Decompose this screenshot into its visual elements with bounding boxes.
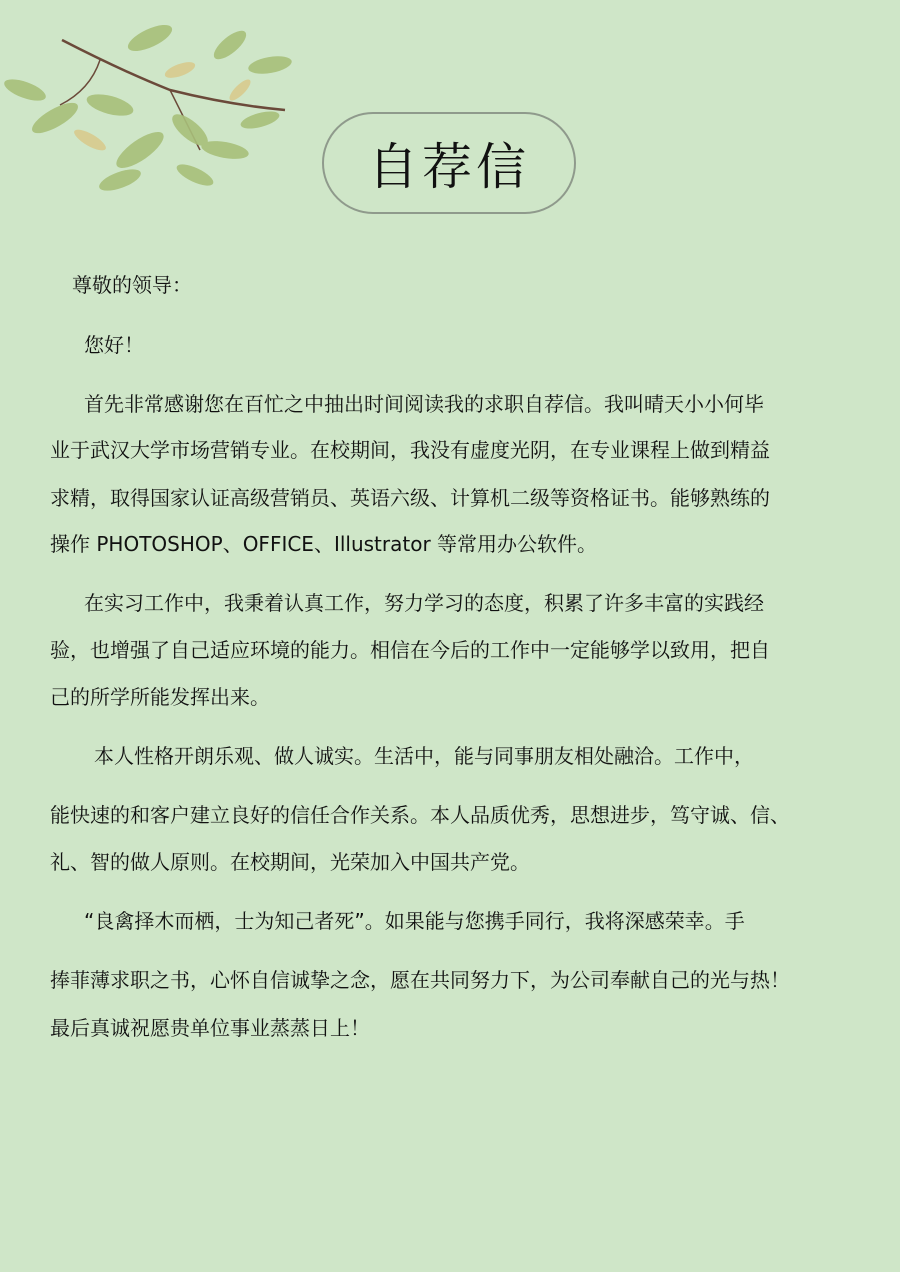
paragraph-line: 首先非常感谢您在百忙之中抽出时间阅读我的求职自荐信。我叫晴天小小何毕: [84, 392, 764, 416]
paragraph-line: 礼、智的做人原则。在校期间，光荣加入中国共产党。: [50, 850, 530, 874]
leaf-branch-decoration: [0, 10, 310, 200]
paragraph-line: 求精，取得国家认证高级营销员、英语六级、计算机二级等资格证书。能够熟练的: [50, 486, 770, 510]
paragraph-line: 能快速的和客户建立良好的信任合作关系。本人品质优秀，思想进步，笃守诚、信、: [50, 803, 790, 827]
paragraph-line: 在实习工作中，我秉着认真工作，努力学习的态度，积累了许多丰富的实践经: [84, 591, 764, 615]
title-frame: [322, 112, 576, 214]
letter-title: 自荐信: [368, 138, 530, 196]
paragraph-line: 最后真诚祝愿贵单位事业蒸蒸日上！: [50, 1016, 370, 1040]
greeting: 您好！: [84, 333, 144, 357]
paragraph-line: 本人性格开朗乐观、做人诚实。生活中，能与同事朋友相处融洽。工作中，: [94, 744, 754, 768]
paragraph-line: 己的所学所能发挥出来。: [50, 685, 270, 709]
salutation: 尊敬的领导：: [72, 273, 192, 297]
paragraph-line: “良禽择木而栖，士为知己者死”。如果能与您携手同行，我将深感荣幸。手: [84, 909, 745, 933]
paragraph-line: 操作 PHOTOSHOP、OFFICE、Illustrator 等常用办公软件。: [50, 532, 598, 556]
paragraph-line: 捧菲薄求职之书，心怀自信诚挚之念，愿在共同努力下，为公司奉献自己的光与热！: [50, 968, 790, 992]
paragraph-line: 验，也增强了自己适应环境的能力。相信在今后的工作中一定能够学以致用，把自: [50, 638, 770, 662]
paragraph-line: 业于武汉大学市场营销专业。在校期间，我没有虚度光阴，在专业课程上做到精益: [50, 438, 770, 462]
